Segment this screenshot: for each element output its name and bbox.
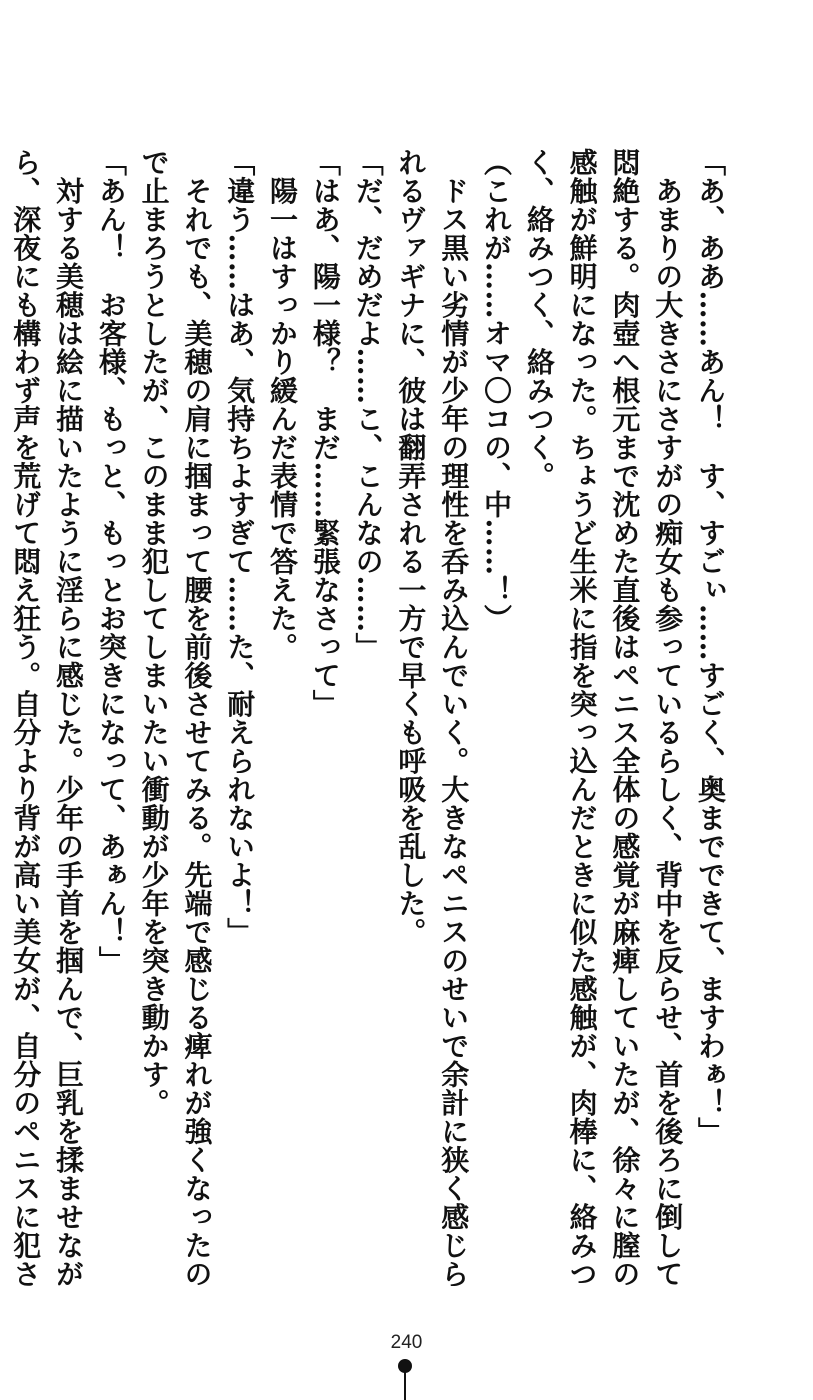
text-line: れるヴァギナに、彼は翻弄される一方で早くも呼吸を乱した。 xyxy=(394,148,428,946)
text-line: 対する美穂は絵に描いたように淫らに感じた。少年の手首を掴んで、巨乳を揉ませなが xyxy=(52,148,86,1288)
text-line: 感触が鮮明になった。ちょうど生米に指を突っ込んだときに似た感触が、肉棒に、絡みつ xyxy=(565,148,599,1288)
text-line: （これが……オマ〇コの、中……！） xyxy=(480,148,514,633)
text-line: それでも、美穂の肩に掴まって腰を前後させてみる。先端で感じる痺れが強くなったの xyxy=(180,148,214,1288)
text-line: 陽一はすっかり緩んだ表情で答えた。 xyxy=(266,148,300,661)
text-line: あまりの大きさにさすがの痴女も参っているらしく、背中を反らせ、首を後ろに倒して xyxy=(651,148,685,1288)
text-line: 悶絶する。肉壺へ根元まで沈めた直後はペニス全体の感覚が麻痺していたが、徐々に膣の xyxy=(608,148,642,1288)
text-line: 「はあ、陽一様？ まだ……緊張なさって」 xyxy=(308,148,342,718)
text-line: で止まろうとしたが、このまま犯してしまいたい衝動が少年を突き動かす。 xyxy=(137,148,171,1117)
text-line: 「あ、ああ……あん！ す、すごぃ……すごく、奥までできて、ますわぁ！」 xyxy=(694,148,727,1146)
novel-text-block xyxy=(9,148,731,1288)
text-line: ドス黒い劣情が少年の理性を呑み込んでいく。大きなペニスのせいで余計に狭く感じら xyxy=(437,148,471,1288)
page-number: 240 xyxy=(390,1332,423,1353)
text-line: 「違う……はあ、気持ちよすぎて……た、耐えられないよ！」 xyxy=(223,148,257,946)
text-line: 「だ、だめだよ……こ、こんなの……」 xyxy=(351,148,385,661)
text-line: く、絡みつく、絡みつく。 xyxy=(522,148,556,490)
text-line: ら、深夜にも構わず声を荒げて悶え狂う。自分より背が高い美女が、自分のペニスに犯さ xyxy=(9,148,43,1288)
text-line: 「あん！ お客様、もっと、もっとお突きになって、あぁん！」 xyxy=(94,148,128,975)
page-marker-line xyxy=(404,1370,406,1400)
